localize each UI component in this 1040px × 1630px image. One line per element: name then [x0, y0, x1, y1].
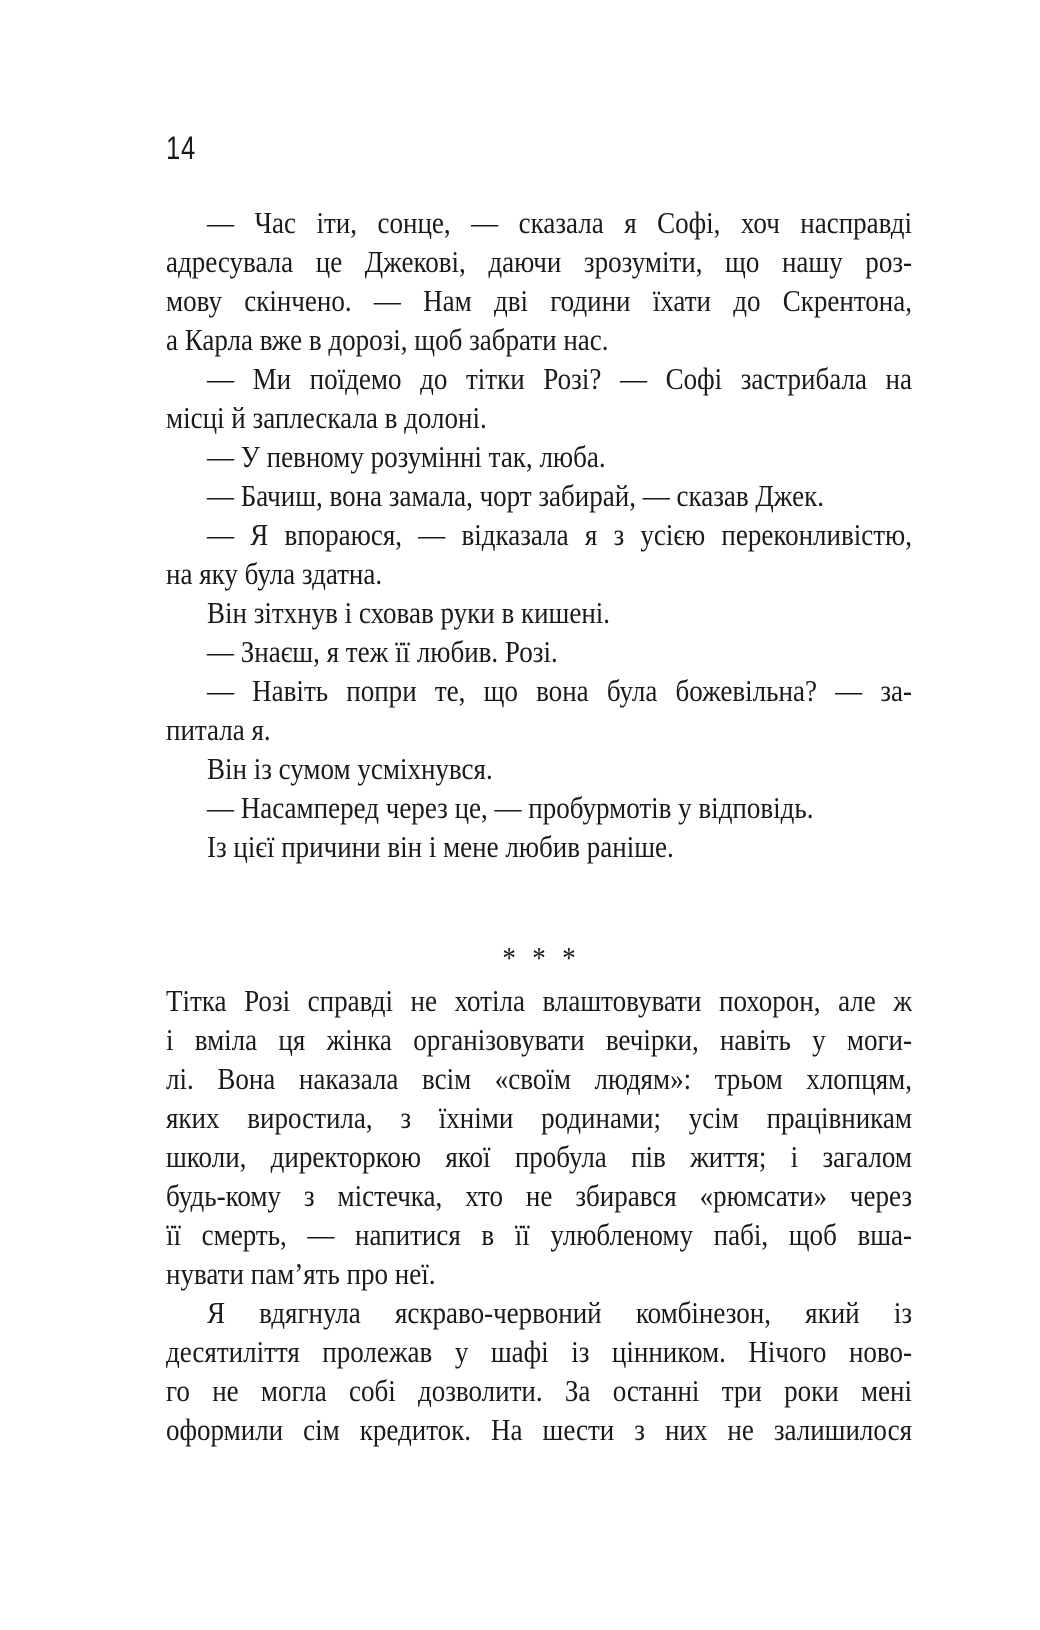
text-line: її смерть, — напитися в її улюбленому пабі, щоб вша-	[166, 1217, 913, 1252]
text-line: а Карла вже в дорозі, щоб забрати нас.	[166, 322, 609, 357]
paragraph	[166, 981, 912, 1293]
text-line: питала я.	[166, 712, 271, 747]
paragraph	[166, 671, 912, 749]
paragraph	[166, 632, 912, 671]
paragraph	[166, 593, 912, 632]
text-line: лі. Вона наказала всім «своїм людям»: трьом хлопцям,	[166, 1061, 913, 1096]
text-line: яких виростила, з їхніми родинами; усім працівникам	[166, 1100, 913, 1135]
paragraph	[166, 203, 912, 359]
text-line: го не могла собі дозволити. За останні три роки мені	[166, 1373, 913, 1408]
text-line: Із цієї причини він і мене любив раніше.	[206, 829, 674, 864]
text-line: — Ми поїдемо до тітки Розі? — Софі застрибала на	[206, 361, 913, 396]
page-number: 14	[166, 130, 197, 166]
text-line: — Знаєш, я теж її любив. Розі.	[206, 634, 558, 669]
text-line: на яку була здатна.	[166, 556, 383, 591]
paragraph	[166, 749, 912, 788]
text-line: десятиліття пролежав у шафі із цінником. Нічого ново-	[166, 1334, 913, 1369]
text-line: місці й заплескала в долоні.	[166, 400, 487, 435]
text-line: Я вдягнула яскраво-червоний комбінезон, який із	[206, 1295, 913, 1330]
page-text	[166, 203, 912, 1449]
text-line: — Насамперед через це, — пробурмотів у відповідь.	[206, 790, 814, 825]
text-line: — Я впораюся, — відказала я з усією переконливістю,	[206, 517, 913, 552]
paragraph	[166, 359, 912, 437]
text-line: Він зітхнув і сховав руки в кишені.	[206, 595, 611, 630]
text-line: будь-кому з містечка, хто не збирався «рюмсати» через	[166, 1178, 913, 1213]
text-line: школи, директоркою якої пробула пів життя; і загалом	[166, 1139, 913, 1174]
paragraph	[166, 515, 912, 593]
paragraph	[166, 437, 912, 476]
text-line: — Навіть попри те, що вона була божевільна? — за-	[206, 673, 913, 708]
section-separator: * * *	[502, 940, 576, 975]
text-line: адресувала це Джекові, даючи зрозуміти, що нашу роз-	[166, 244, 913, 279]
text-line: оформили сім кредиток. На шести з них не залишилося	[166, 1412, 913, 1447]
text-line: — Бачиш, вона замала, чорт забирай, — сказав Джек.	[206, 478, 824, 513]
text-line: Тітка Розі справді не хотіла влаштовувати похорон, але ж	[166, 983, 913, 1018]
text-line: нувати пам’ять про неї.	[166, 1256, 436, 1291]
text-line: Він із сумом усміхнувся.	[206, 751, 493, 786]
paragraph	[166, 1293, 912, 1449]
text-line: — Час іти, сонце, — сказала я Софі, хоч насправді	[206, 205, 913, 240]
paragraph	[166, 827, 912, 866]
text-line: — У певному розумінні так, люба.	[206, 439, 606, 474]
text-line: мову скінчено. — Нам дві години їхати до Скрентона,	[166, 283, 913, 318]
text-line: і вміла ця жінка організовувати вечірки, навіть у моги-	[166, 1022, 913, 1057]
paragraph	[166, 476, 912, 515]
paragraph	[166, 788, 912, 827]
